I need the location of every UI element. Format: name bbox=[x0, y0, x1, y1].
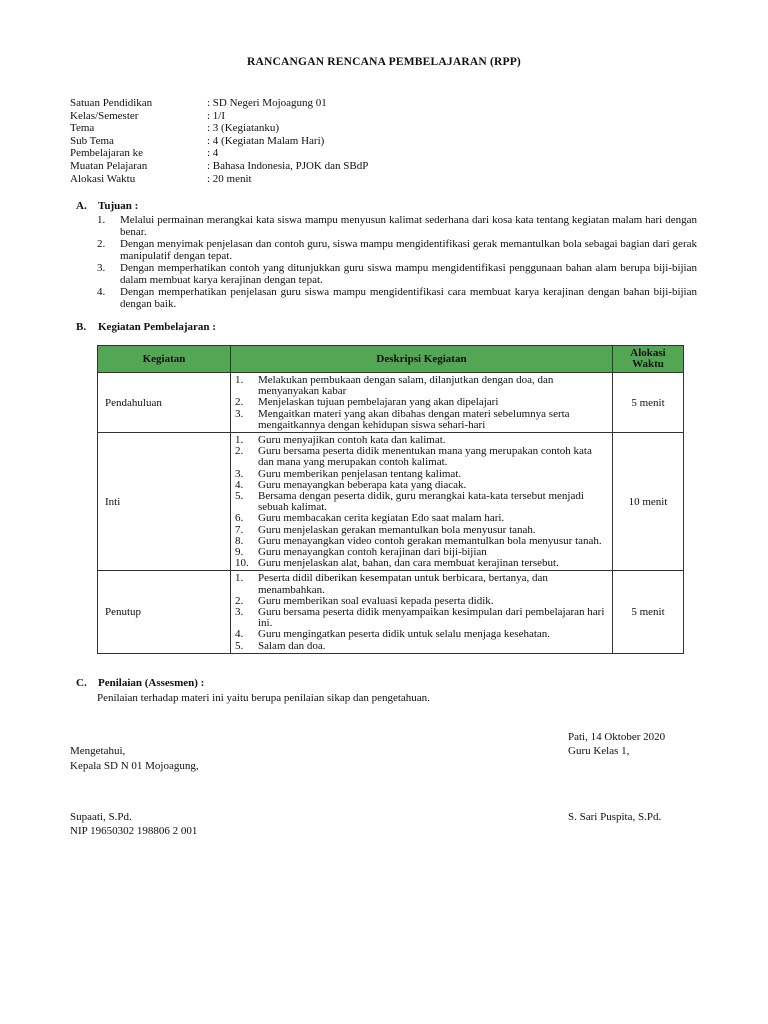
step-text: Guru mengingatkan peserta didik untuk selalu menjaga kesehatan. bbox=[258, 628, 551, 641]
document-title: RANCANGAN RENCANA PEMBELAJARAN (RPP) bbox=[247, 56, 521, 68]
info-value: : SD Negeri Mojoagung 01 bbox=[207, 97, 327, 109]
step-number: 2. bbox=[235, 594, 244, 607]
activity-step bbox=[235, 558, 608, 569]
section-kegiatan-heading bbox=[76, 321, 216, 333]
activity-name: Inti bbox=[98, 433, 231, 571]
signature-left-name: Supaati, S.Pd. bbox=[70, 811, 132, 823]
item-number: 3. bbox=[97, 262, 106, 274]
step-number: 3. bbox=[235, 467, 244, 480]
step-text: Guru bersama peserta didik menentukan mana yang merupakan contoh kata dan mana yang merupakan contoh kalimat. bbox=[258, 445, 592, 469]
table-header-row bbox=[98, 346, 684, 373]
step-number: 4. bbox=[235, 478, 244, 491]
activity-name: Penutup bbox=[98, 571, 231, 653]
step-number: 1. bbox=[235, 374, 244, 386]
step-text: Guru menjelaskan alat, bahan, dan cara membuat kerajinan tersebut. bbox=[258, 557, 559, 570]
step-number: 10. bbox=[235, 557, 249, 570]
activity-description bbox=[231, 373, 613, 433]
table-row bbox=[98, 571, 684, 653]
item-text: Dengan memperhatikan contoh yang ditunjukkan guru siswa mampu mengidentifikasi penggunaan bahan alam berupa biji-bijian dalam membuat karya kerajinan dengan tepat. bbox=[120, 262, 697, 286]
info-label: Muatan Pelajaran bbox=[70, 159, 148, 172]
activity-step bbox=[235, 446, 608, 468]
step-number: 4. bbox=[235, 628, 244, 641]
tujuan-item bbox=[97, 239, 697, 262]
signature-date: Pati, 14 Oktober 2020 bbox=[568, 731, 666, 743]
signature-right-name: S. Sari Puspita, S.Pd. bbox=[568, 811, 662, 823]
section-tujuan-heading bbox=[76, 200, 138, 212]
activity-description bbox=[231, 433, 613, 571]
section-title: Kegiatan Pembelajaran : bbox=[98, 321, 216, 333]
info-label: Tema bbox=[70, 122, 95, 135]
activity-step bbox=[235, 573, 608, 595]
step-number: 1. bbox=[235, 434, 244, 447]
step-number: 3. bbox=[235, 606, 244, 619]
tujuan-item bbox=[97, 287, 697, 310]
activity-step bbox=[235, 641, 608, 652]
info-value: : 4 bbox=[207, 147, 219, 160]
info-row bbox=[70, 135, 368, 148]
step-text: Menjelaskan tujuan pembelajaran yang akan dipelajari bbox=[258, 396, 499, 409]
info-value: : 1/I bbox=[207, 109, 226, 122]
info-label: Satuan Pendidikan bbox=[70, 97, 153, 109]
info-value: : Bahasa Indonesia, PJOK dan SBdP bbox=[207, 159, 369, 172]
penilaian-text: Penilaian terhadap materi ini yaitu berupa penilaian sikap dan pengetahuan. bbox=[97, 692, 430, 704]
tujuan-item bbox=[97, 263, 697, 286]
table-row bbox=[98, 373, 684, 433]
header-deskripsi: Deskripsi Kegiatan bbox=[231, 346, 613, 373]
activity-time: 5 menit bbox=[613, 571, 684, 653]
table-row bbox=[98, 433, 684, 571]
activity-step bbox=[235, 375, 608, 397]
info-row bbox=[70, 97, 368, 110]
step-text: Guru menayangkan beberapa kata yang diacak. bbox=[258, 478, 467, 491]
section-title: Tujuan : bbox=[98, 200, 139, 212]
section-letter: C. bbox=[76, 677, 87, 689]
step-number: 5. bbox=[235, 639, 244, 652]
activity-step bbox=[235, 491, 608, 513]
info-label: Alokasi Waktu bbox=[70, 172, 136, 185]
info-row bbox=[70, 173, 368, 186]
step-text: Guru menayangkan video contoh gerakan memantulkan bola menyusur tanah. bbox=[258, 534, 602, 547]
header-kegiatan: Kegiatan bbox=[98, 346, 231, 373]
signature-left-line1: Mengetahui, bbox=[70, 745, 126, 757]
step-text: Guru menjelaskan gerakan memantulkan bola menyusur tanah. bbox=[258, 523, 536, 536]
step-text: Bersama dengan peserta didik, guru merangkai kata-kata tersebut menjadi sebuah kalimat. bbox=[258, 490, 584, 514]
item-text: Dengan memperhatikan penjelasan guru siswa mampu mengidentifikasi cara membuat karya kerajinan dengan bahan biji-bijian dengan baik. bbox=[120, 286, 697, 310]
info-row bbox=[70, 122, 368, 135]
step-number: 2. bbox=[235, 396, 244, 409]
step-text: Guru menyajikan contoh kata dan kalimat. bbox=[258, 434, 446, 447]
item-text: Dengan menyimak penjelasan dan contoh guru, siswa mampu mengidentifikasi gerak memantulkan bola sebagai bagian dari gerak manipulatif dengan tepat. bbox=[120, 238, 697, 262]
info-label: Sub Tema bbox=[70, 134, 114, 147]
step-number: 1. bbox=[235, 572, 244, 585]
step-text: Salam dan doa. bbox=[258, 639, 326, 652]
tujuan-list bbox=[97, 215, 697, 311]
info-label: Pembelajaran ke bbox=[70, 147, 143, 160]
step-text: Guru memberikan penjelasan tentang kalimat. bbox=[258, 467, 462, 480]
signature-left-line2: Kepala SD N 01 Mojoagung, bbox=[70, 760, 199, 772]
info-row bbox=[70, 147, 368, 160]
header-alokasi: Alokasi Waktu bbox=[613, 346, 684, 373]
signature-left-nip: NIP 19650302 198806 2 001 bbox=[70, 825, 198, 837]
activity-description bbox=[231, 571, 613, 653]
activity-step bbox=[235, 409, 608, 431]
info-value: : 3 (Kegiatanku) bbox=[207, 122, 280, 135]
info-label: Kelas/Semester bbox=[70, 109, 139, 122]
item-text: Melalui permainan merangkai kata siswa mampu menyusun kalimat sederhana dari kosa kata tentang kegiatan malam hari dengan benar. bbox=[120, 214, 697, 238]
info-value: : 4 (Kegiatan Malam Hari) bbox=[207, 134, 325, 147]
info-value: : 20 menit bbox=[207, 172, 252, 185]
step-number: 9. bbox=[235, 546, 244, 559]
step-number: 7. bbox=[235, 523, 244, 536]
step-number: 6. bbox=[235, 512, 244, 525]
step-text: Guru menayangkan contoh kerajinan dari biji-bijian bbox=[258, 546, 487, 559]
item-number: 4. bbox=[97, 286, 106, 298]
step-text: Mengaitkan materi yang akan dibahas dengan materi sebelumnya serta mengaitkannya dengan kehidupan siswa sehari-hari bbox=[258, 407, 570, 431]
step-text: Melakukan pembukaan dengan salam, dilanjutkan dengan doa, dan menyanyakan kabar bbox=[258, 374, 554, 398]
identity-table bbox=[70, 97, 368, 185]
section-penilaian-heading bbox=[76, 677, 204, 689]
section-title: Penilaian (Assesmen) : bbox=[98, 677, 205, 689]
info-row bbox=[70, 110, 368, 123]
item-number: 1. bbox=[97, 214, 106, 226]
step-number: 2. bbox=[235, 445, 244, 458]
activity-step bbox=[235, 607, 608, 629]
section-letter: B. bbox=[76, 321, 87, 333]
kegiatan-table bbox=[97, 345, 684, 654]
step-number: 5. bbox=[235, 490, 244, 503]
step-number: 3. bbox=[235, 407, 244, 420]
item-number: 2. bbox=[97, 238, 106, 250]
section-letter: A. bbox=[76, 200, 87, 212]
activity-time: 10 menit bbox=[613, 433, 684, 571]
step-text: Peserta didil diberikan kesempatan untuk berbicara, bertanya, dan menambahkan. bbox=[258, 572, 548, 596]
info-row bbox=[70, 160, 368, 173]
step-text: Guru bersama peserta didik menyampaikan kesimpulan dari pembelajaran hari ini. bbox=[258, 606, 605, 630]
activity-name: Pendahuluan bbox=[98, 373, 231, 433]
signature-right-line1: Guru Kelas 1, bbox=[568, 745, 630, 757]
step-text: Guru memberikan soal evaluasi kepada peserta didik. bbox=[258, 594, 494, 607]
activity-time: 5 menit bbox=[613, 373, 684, 433]
step-text: Guru membacakan cerita kegiatan Edo saat malam hari. bbox=[258, 512, 505, 525]
step-number: 8. bbox=[235, 534, 244, 547]
tujuan-item bbox=[97, 215, 697, 238]
